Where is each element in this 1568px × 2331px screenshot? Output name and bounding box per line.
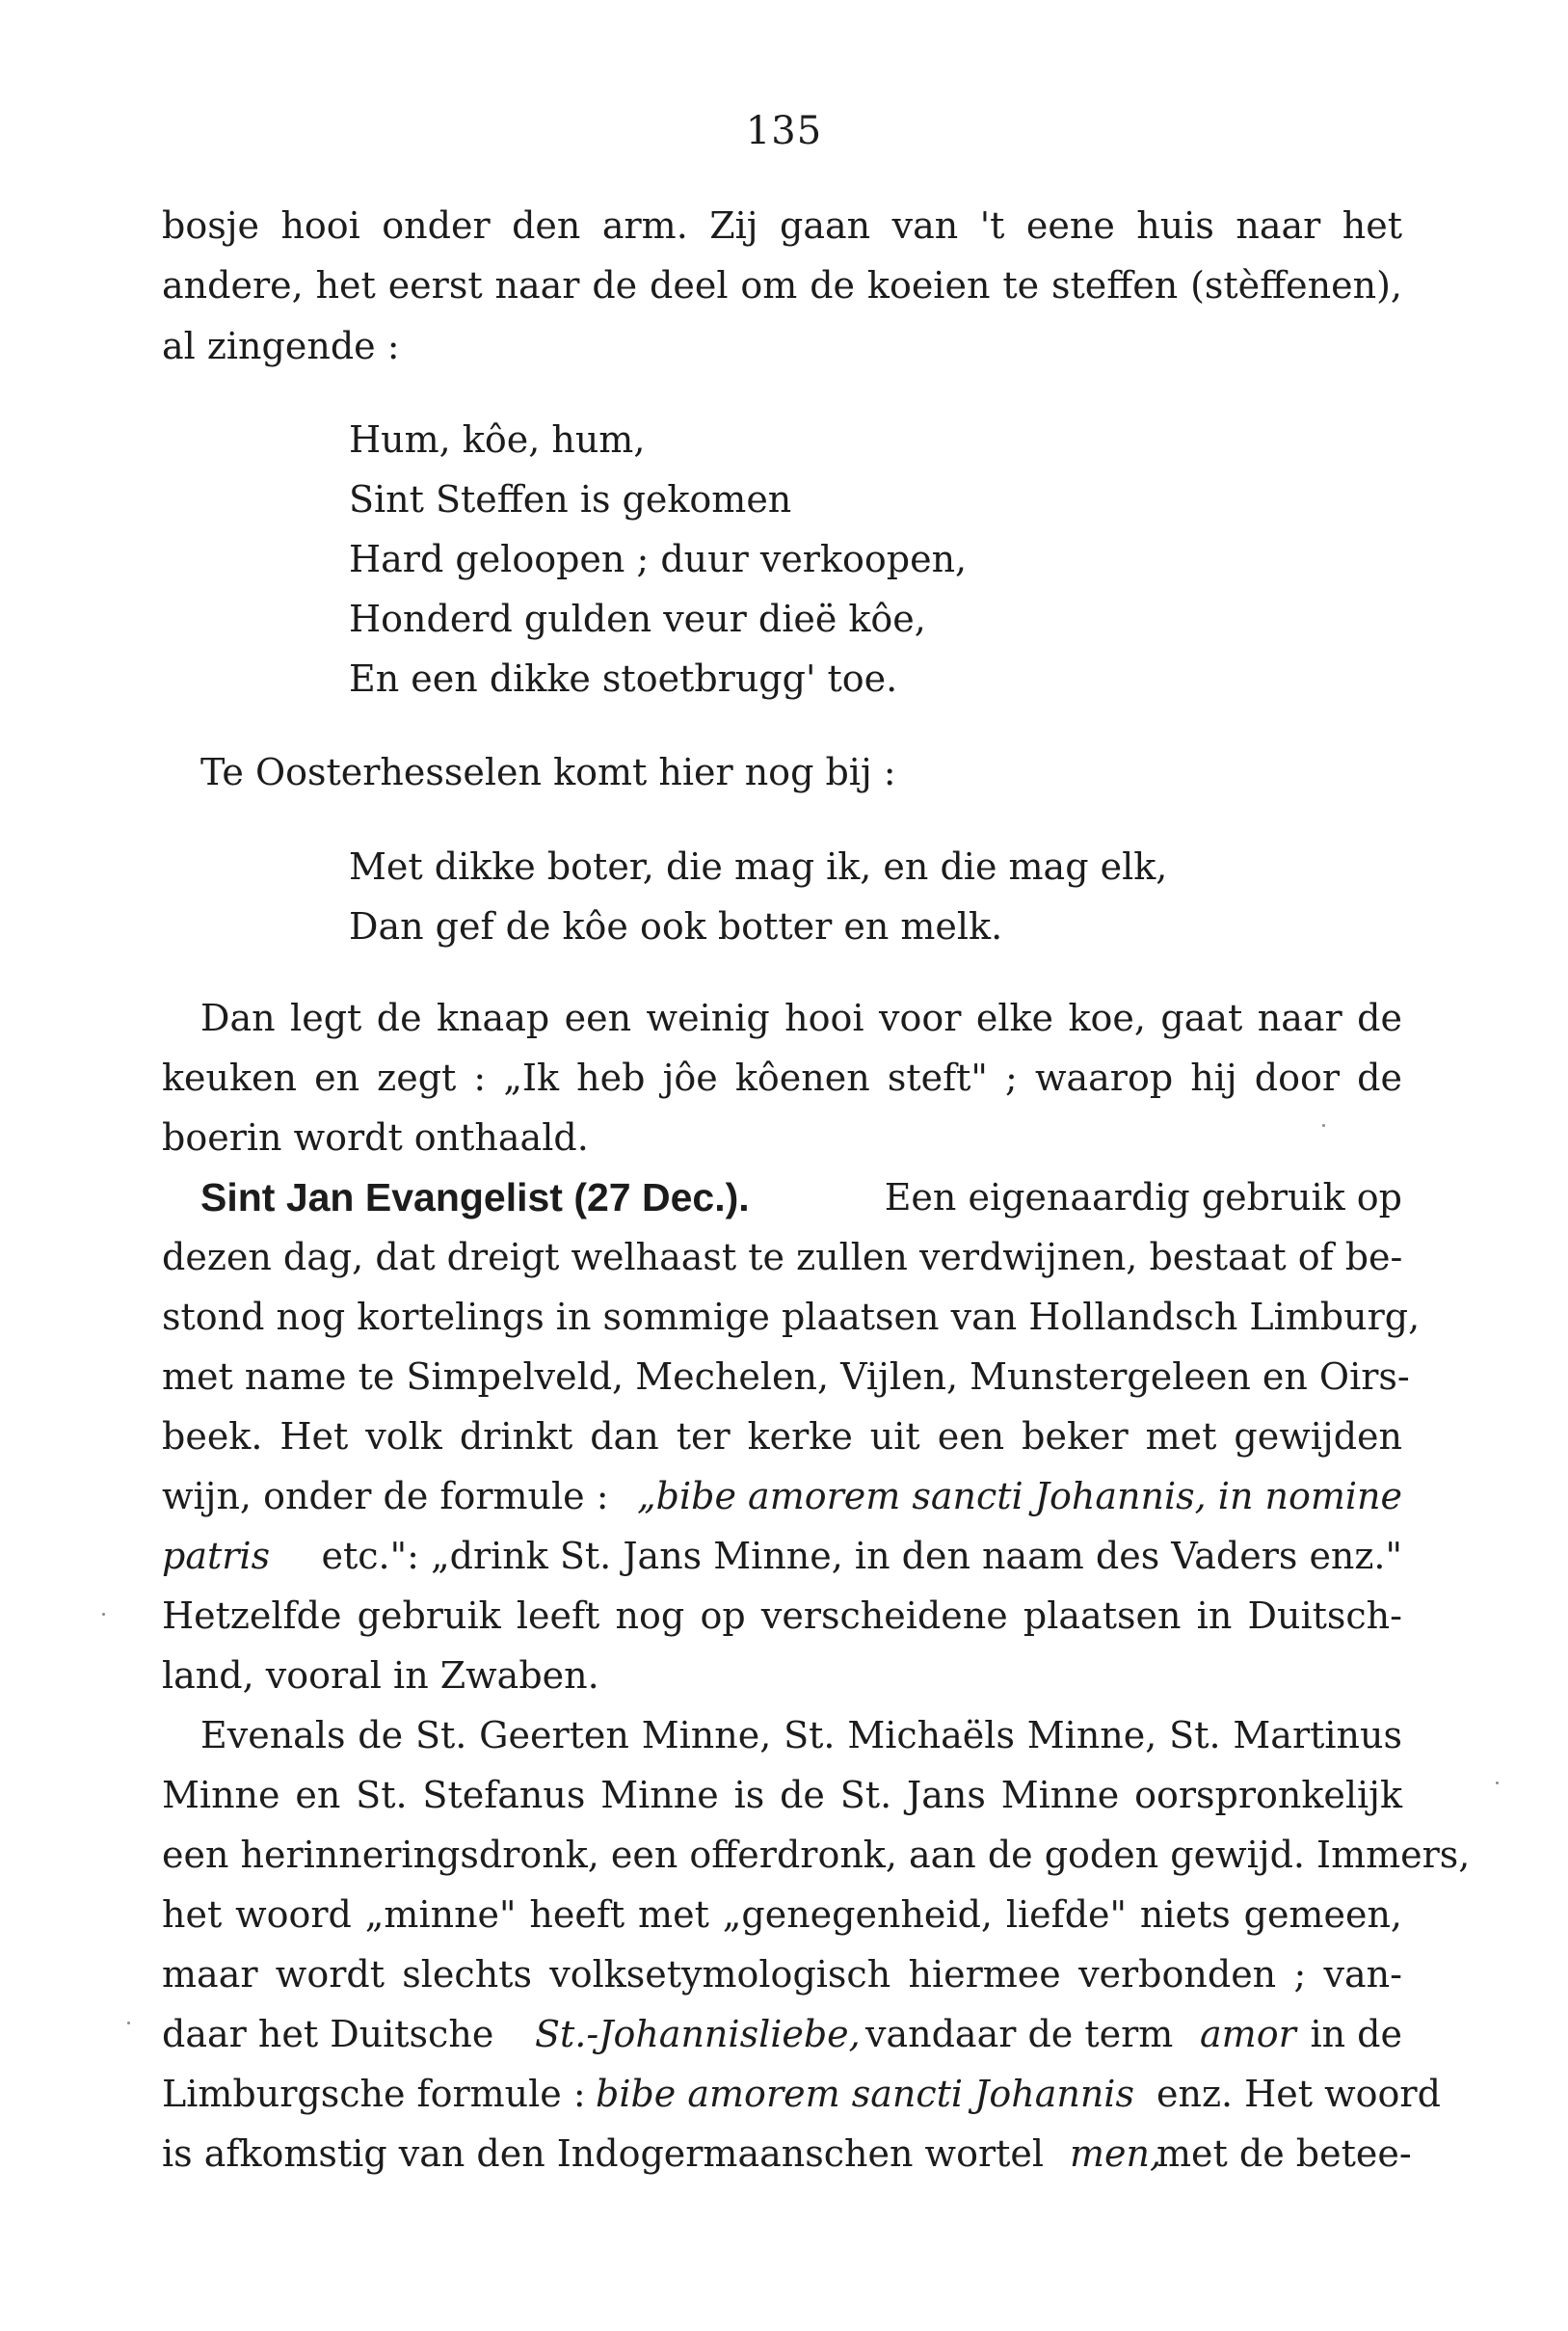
text-line: enz. Het woord xyxy=(1156,2073,1441,2115)
text-line: Hetzelfde gebruik leeft nog op verscheidene plaatsen in Duitsch- xyxy=(162,1594,1402,1637)
scan-speck xyxy=(102,1613,105,1616)
text-line: keuken en zegt : „Ik heb jôe kôenen steft" ; waarop hij door de xyxy=(162,1057,1402,1099)
latin-formula: bibe amorem sancti Johannis xyxy=(596,2073,1134,2115)
latin-formula: „bibe amorem sancti Johannis, in nomine xyxy=(636,1475,1402,1517)
verse-line: Dan gef de kôe ook botter en melk. xyxy=(349,905,1003,948)
verse-line: Hard geloopen ; duur verkoopen, xyxy=(349,538,968,580)
text-line: met de betee- xyxy=(1156,2132,1412,2175)
verse-line: En een dikke stoetbrugg' toe. xyxy=(349,657,898,700)
section-heading xyxy=(200,1169,750,1226)
scan-speck xyxy=(1496,1782,1499,1784)
text-line: wijn, onder de formule : xyxy=(162,1475,609,1517)
text-line: in de xyxy=(1310,2013,1402,2055)
verse-line: Met dikke boter, die mag ik, en die mag elk, xyxy=(349,845,1168,888)
text-line: beek. Het volk drinkt dan ter kerke uit een beker met gewijden xyxy=(162,1415,1402,1458)
text-line: dezen dag, dat dreigt welhaast te zullen verdwijnen, bestaat of be- xyxy=(162,1236,1403,1278)
text-line: vandaar de term xyxy=(865,2013,1174,2055)
verse-line: Honderd gulden veur dieë kôe, xyxy=(349,598,926,640)
verse-line: Hum, kôe, hum, xyxy=(349,418,646,461)
text-line: stond nog kortelings in sommige plaatsen van Hollandsch Limburg, xyxy=(162,1296,1421,1338)
root-word: men, xyxy=(1070,2132,1162,2175)
text-line: is afkomstig van den Indogermaanschen wortel xyxy=(162,2132,1045,2175)
text-line: Een eigenaardig gebruik op xyxy=(884,1176,1402,1219)
page-number: 135 xyxy=(745,109,823,153)
verse-line: Sint Steffen is gekomen xyxy=(349,478,792,521)
text-line: een herinneringsdronk, een offerdronk, aan de goden gewijd. Immers, xyxy=(162,1834,1471,1876)
text-line: Te Oosterhesselen komt hier nog bij : xyxy=(200,751,896,793)
text-line: met name te Simpelveld, Mechelen, Vijlen, Munstergeleen en Oirs- xyxy=(162,1355,1410,1398)
heading-text: Sint Jan Evangelist (27 Dec.). xyxy=(200,1175,750,1219)
text-line: Evenals de St. Geerten Minne, St. Michaëls Minne, St. Martinus xyxy=(200,1714,1402,1756)
text-line: daar het Duitsche xyxy=(162,2013,494,2055)
text-line: etc.": „drink St. Jans Minne, in den naam des Vaders enz." xyxy=(321,1535,1402,1577)
scan-speck xyxy=(1322,1124,1325,1127)
text-line: het woord „minne" heeft met „genegenheid, liefde" niets gemeen, xyxy=(162,1893,1402,1936)
text-line: maar wordt slechts volksetymologisch hiermee verbonden ; van- xyxy=(162,1953,1402,1996)
text-line: land, vooral in Zwaben. xyxy=(162,1654,599,1697)
text-line: Limburgsche formule : xyxy=(162,2073,586,2115)
text-line: bosje hooi onder den arm. Zij gaan van 't eene huis naar het xyxy=(162,204,1402,247)
latin-word: amor xyxy=(1200,2013,1296,2055)
text-line: al zingende : xyxy=(162,325,400,367)
scan-speck xyxy=(127,2022,130,2024)
text-line: andere, het eerst naar de deel om de koeien te steffen (stèffenen), xyxy=(162,264,1402,307)
german-term: St.-Johannisliebe, xyxy=(535,2013,861,2055)
latin-word: patris xyxy=(162,1535,271,1577)
text-line: boerin wordt onthaald. xyxy=(162,1116,589,1159)
text-line: Dan legt de knaap een weinig hooi voor elke koe, gaat naar de xyxy=(200,997,1402,1039)
text-line: Minne en St. Stefanus Minne is de St. Jans Minne oorspronkelijk xyxy=(162,1774,1402,1816)
